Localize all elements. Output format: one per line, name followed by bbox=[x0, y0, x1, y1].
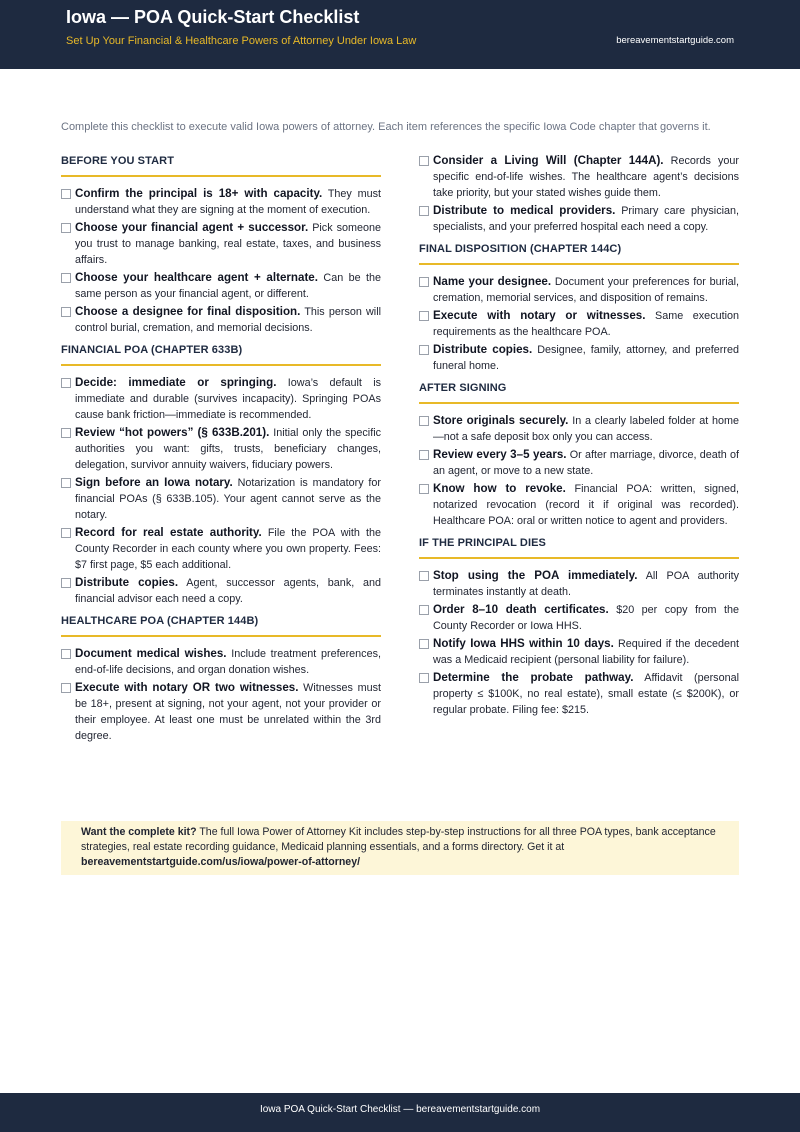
item-description: All POA authority terminates instantly at death. bbox=[433, 570, 739, 598]
section-title: AFTER SIGNING bbox=[419, 380, 739, 404]
item-title: Distribute copies. bbox=[433, 343, 533, 356]
item-text bbox=[75, 575, 381, 607]
section-title: FINANCIAL POA (CHAPTER 633B) bbox=[61, 342, 381, 366]
item-text bbox=[75, 304, 381, 336]
section-title: HEALTHCARE POA (CHAPTER 144B) bbox=[61, 613, 381, 637]
cta-box bbox=[61, 821, 739, 875]
checkbox[interactable] bbox=[61, 307, 71, 317]
header-site-link[interactable]: bereavementstartguide.com bbox=[616, 35, 734, 46]
checklist-item bbox=[419, 308, 739, 340]
checkbox[interactable] bbox=[419, 345, 429, 355]
item-title: Store originals securely. bbox=[433, 414, 569, 427]
item-description: Financial POA: written, signed, notarized revocation (record it if original was recorded). Healthcare POA: oral or written notice to agent and providers. bbox=[433, 483, 740, 527]
item-description: Pick someone you trust to manage banking, real estate, taxes, and business affairs. bbox=[75, 222, 381, 266]
checklist-section bbox=[61, 613, 381, 744]
section-title: BEFORE YOU START bbox=[61, 153, 381, 177]
checkbox[interactable] bbox=[61, 528, 71, 538]
item-text bbox=[75, 220, 381, 268]
checkbox[interactable] bbox=[61, 189, 71, 199]
checklist-section bbox=[419, 241, 739, 374]
checkbox[interactable] bbox=[419, 571, 429, 581]
item-title: Confirm the principal is 18+ with capacity. bbox=[75, 187, 323, 200]
checkbox[interactable] bbox=[61, 649, 71, 659]
item-title: Consider a Living Will (Chapter 144A). bbox=[433, 154, 664, 167]
item-title: Document medical wishes. bbox=[75, 647, 227, 660]
item-text bbox=[433, 342, 739, 374]
checkbox[interactable] bbox=[61, 378, 71, 388]
checklist-section bbox=[61, 153, 381, 336]
item-text bbox=[433, 153, 739, 201]
item-title: Review every 3–5 years. bbox=[433, 448, 567, 461]
item-text bbox=[433, 447, 739, 479]
checkbox[interactable] bbox=[419, 206, 429, 216]
page-subtitle: Set Up Your Financial & Healthcare Powers of Attorney Under Iowa Law bbox=[66, 35, 417, 47]
item-text bbox=[75, 270, 381, 302]
item-text bbox=[433, 308, 739, 340]
item-title: Sign before an Iowa notary. bbox=[75, 476, 233, 489]
item-title: Execute with notary OR two witnesses. bbox=[75, 681, 299, 694]
item-description: They must understand what they are signing at the moment of execution. bbox=[75, 188, 381, 216]
item-description: Required if the decedent was a Medicaid recipient (personal liability for failure). bbox=[433, 638, 739, 666]
item-description: Agent, successor agents, bank, and financial advisor each need a copy. bbox=[75, 577, 382, 605]
item-description: Include treatment preferences, end-of-life decisions, and organ donation wishes. bbox=[75, 648, 381, 676]
footer-text: Iowa POA Quick-Start Checklist — bereavementstartguide.com bbox=[259, 1104, 541, 1115]
checklist-item bbox=[419, 481, 739, 529]
checkbox[interactable] bbox=[419, 450, 429, 460]
item-description: Records your specific end-of-life wishes. The healthcare agent’s decisions take priority, but your stated wishes guide them. bbox=[433, 155, 739, 199]
checkbox[interactable] bbox=[419, 673, 429, 683]
checklist-item bbox=[419, 670, 739, 718]
item-text bbox=[75, 525, 381, 573]
item-description: Initial only the specific authorities you want: gifts, trusts, beneficiary changes, delegation, survivor annuity waivers, fiduciary powers. bbox=[75, 427, 381, 471]
cta-heading: Want the complete kit? bbox=[81, 826, 197, 838]
checklist-item bbox=[419, 153, 739, 201]
item-text bbox=[433, 274, 739, 306]
checklist-item bbox=[419, 203, 739, 235]
item-text bbox=[75, 186, 381, 218]
checklist-section bbox=[419, 380, 739, 529]
item-description: Designee, family, attorney, and preferred funeral home. bbox=[433, 344, 740, 372]
checklist-item bbox=[61, 425, 381, 473]
item-text bbox=[433, 481, 739, 529]
item-text bbox=[433, 203, 739, 235]
item-description: File the POA with the County Recorder in each county where you own property. Fees: $7 first page, $5 each additional. bbox=[75, 527, 381, 571]
item-text bbox=[433, 413, 739, 445]
checklist-section bbox=[61, 342, 381, 607]
item-title: Review “hot powers” (§ 633B.201). bbox=[75, 426, 270, 439]
item-description: Primary care physician, specialists, and your preferred hospital each need a copy. bbox=[433, 205, 740, 233]
section-title: FINAL DISPOSITION (CHAPTER 144C) bbox=[419, 241, 739, 265]
checkbox[interactable] bbox=[419, 311, 429, 321]
item-title: Name your designee. bbox=[433, 275, 552, 288]
item-description: Affidavit (personal property ≤ $100K, no real estate), small estate (≤ $200K), or regular probate. Filing fee: $215. bbox=[433, 672, 739, 716]
intro-text: Complete this checklist to execute valid Iowa powers of attorney. Each item references the specific Iowa Code chapter that governs it. bbox=[61, 121, 711, 133]
item-text bbox=[75, 375, 381, 423]
item-text bbox=[433, 568, 739, 600]
checklist-item bbox=[61, 220, 381, 268]
item-description: $20 per copy from the County Recorder or Iowa HHS. bbox=[433, 604, 739, 632]
cta-body: The full Iowa Power of Attorney Kit includes step-by-step instructions for all three POA types, bank acceptance strategies, real estate recording guidance, Medicaid planning essentials, and a forms directory. Get it at bbox=[81, 826, 716, 853]
checklist-item bbox=[61, 304, 381, 336]
checklist-item bbox=[61, 270, 381, 302]
checklist-item bbox=[61, 525, 381, 573]
checklist-item bbox=[419, 342, 739, 374]
item-description: This person will control burial, cremation, and memorial decisions. bbox=[75, 306, 381, 334]
checkbox[interactable] bbox=[61, 578, 71, 588]
item-title: Determine the probate pathway. bbox=[433, 671, 634, 684]
item-description: Can be the same person as your financial agent, or different. bbox=[75, 272, 382, 300]
item-title: Choose your healthcare agent + alternate. bbox=[75, 271, 318, 284]
checkbox[interactable] bbox=[419, 277, 429, 287]
left-column bbox=[61, 153, 381, 750]
item-title: Choose your financial agent + successor. bbox=[75, 221, 309, 234]
item-description: Notarization is mandatory for financial POAs (§ 633B.105). Your agent cannot serve as the notary. bbox=[75, 477, 381, 521]
item-description: Document your preferences for burial, cremation, memorial services, and disposition of remains. bbox=[433, 276, 739, 304]
checklist-item bbox=[61, 680, 381, 744]
checkbox[interactable] bbox=[419, 639, 429, 649]
item-title: Know how to revoke. bbox=[433, 482, 566, 495]
checklist-item bbox=[419, 602, 739, 634]
checkbox[interactable] bbox=[61, 223, 71, 233]
item-text bbox=[75, 475, 381, 523]
checkbox[interactable] bbox=[419, 416, 429, 426]
section-title: IF THE PRINCIPAL DIES bbox=[419, 535, 739, 559]
checklist-item bbox=[61, 646, 381, 678]
item-text bbox=[75, 646, 381, 678]
item-title: Stop using the POA immediately. bbox=[433, 569, 638, 582]
item-title: Execute with notary or witnesses. bbox=[433, 309, 646, 322]
checkbox[interactable] bbox=[419, 484, 429, 494]
item-description: In a clearly labeled folder at home—not a safe deposit box only you can access. bbox=[433, 415, 740, 443]
checklist-item bbox=[61, 475, 381, 523]
checklist-section-continued bbox=[419, 153, 739, 235]
checklist-item bbox=[419, 447, 739, 479]
right-column bbox=[419, 153, 739, 724]
item-description: Iowa’s default is immediate and durable (survives incapacity). Springing POAs cause bank friction—immediate is recommended. bbox=[75, 377, 382, 421]
checklist-item bbox=[61, 186, 381, 218]
item-title: Order 8–10 death certificates. bbox=[433, 603, 609, 616]
cta-link[interactable]: bereavementstartguide.com/us/iowa/power-of-attorney/ bbox=[81, 856, 361, 868]
footer-bar bbox=[0, 1093, 800, 1132]
checklist-item bbox=[61, 575, 381, 607]
checklist-item bbox=[61, 375, 381, 423]
item-title: Distribute to medical providers. bbox=[433, 204, 616, 217]
checklist-section bbox=[419, 535, 739, 718]
item-title: Decide: immediate or springing. bbox=[75, 376, 277, 389]
item-text bbox=[433, 670, 739, 718]
checklist-item bbox=[419, 274, 739, 306]
checklist-item bbox=[419, 413, 739, 445]
item-title: Distribute copies. bbox=[75, 576, 179, 589]
page-title: Iowa — POA Quick-Start Checklist bbox=[66, 7, 360, 27]
checkbox[interactable] bbox=[419, 156, 429, 166]
checklist-item bbox=[419, 636, 739, 668]
item-description: Witnesses must be 18+, present at signing, not your agent, not your provider or their employee. At least one must be unrelated within the 3rd degree. bbox=[75, 682, 382, 742]
item-description: Or after marriage, divorce, death of an agent, or move to a new state. bbox=[433, 449, 739, 477]
item-title: Choose a designee for final disposition. bbox=[75, 305, 301, 318]
item-text bbox=[75, 425, 381, 473]
item-text bbox=[433, 636, 739, 668]
checkbox[interactable] bbox=[61, 478, 71, 488]
item-text bbox=[433, 602, 739, 634]
checklist-item bbox=[419, 568, 739, 600]
item-title: Notify Iowa HHS within 10 days. bbox=[433, 637, 614, 650]
checkbox[interactable] bbox=[61, 273, 71, 283]
item-title: Record for real estate authority. bbox=[75, 526, 262, 539]
checkbox[interactable] bbox=[419, 605, 429, 615]
header-banner bbox=[0, 0, 800, 69]
checkbox[interactable] bbox=[61, 683, 71, 693]
cta-text bbox=[81, 825, 721, 870]
item-description: Same execution requirements as the healthcare POA. bbox=[433, 310, 739, 338]
checkbox[interactable] bbox=[61, 428, 71, 438]
item-text bbox=[75, 680, 381, 744]
